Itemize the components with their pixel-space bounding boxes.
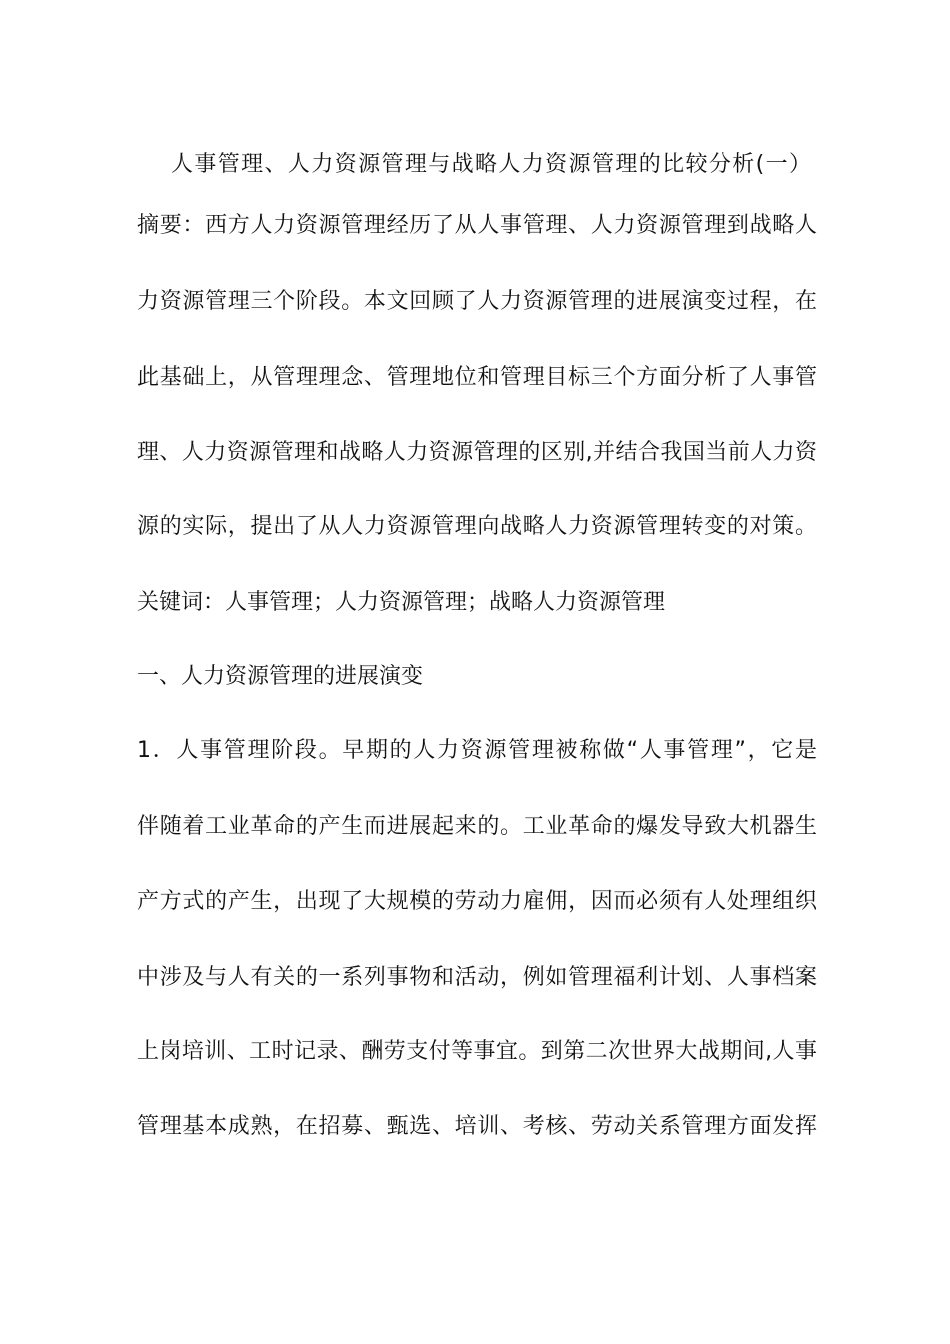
body-line-2: 伴随着工业革命的产生而进展起来的。工业革命的爆发导致大机器生 [137, 814, 817, 839]
body-line-4: 中涉及与人有关的一系列事物和活动，例如管理福利计划、人事档案 [137, 965, 817, 990]
document-title: 人事管理、人力资源管理与战略人力资源管理的比较分析(一） [171, 152, 811, 177]
abstract-line-5: 源的实际，提出了从人力资源管理向战略人力资源管理转变的对策。 [137, 514, 817, 539]
abstract-line-2: 力资源管理三个阶段。本文回顾了人力资源管理的进展演变过程，在 [137, 289, 817, 314]
body-line-6: 管理基本成熟，在招募、甄选、培训、考核、劳动关系管理方面发挥 [137, 1114, 817, 1139]
body-line-3: 产方式的产生，出现了大规模的劳动力雇佣，因而必须有人处理组织 [137, 889, 817, 914]
abstract-line-1: 摘要：西方人力资源管理经历了从人事管理、人力资源管理到战略人 [137, 213, 817, 238]
section-heading: 一、人力资源管理的进展演变 [137, 664, 424, 689]
abstract-line-4: 理、人力资源管理和战略人力资源管理的区别,并结合我国当前人力资 [137, 440, 817, 465]
keywords-line: 关键词：人事管理；人力资源管理；战略人力资源管理 [137, 590, 666, 615]
body-line-1: 1．人事管理阶段。早期的人力资源管理被称做“人事管理”，它是 [137, 738, 817, 763]
abstract-line-3: 此基础上，从管理理念、管理地位和管理目标三个方面分析了人事管 [137, 365, 817, 390]
body-line-5: 上岗培训、工时记录、酬劳支付等事宜。到第二次世界大战期间,人事 [137, 1039, 817, 1064]
